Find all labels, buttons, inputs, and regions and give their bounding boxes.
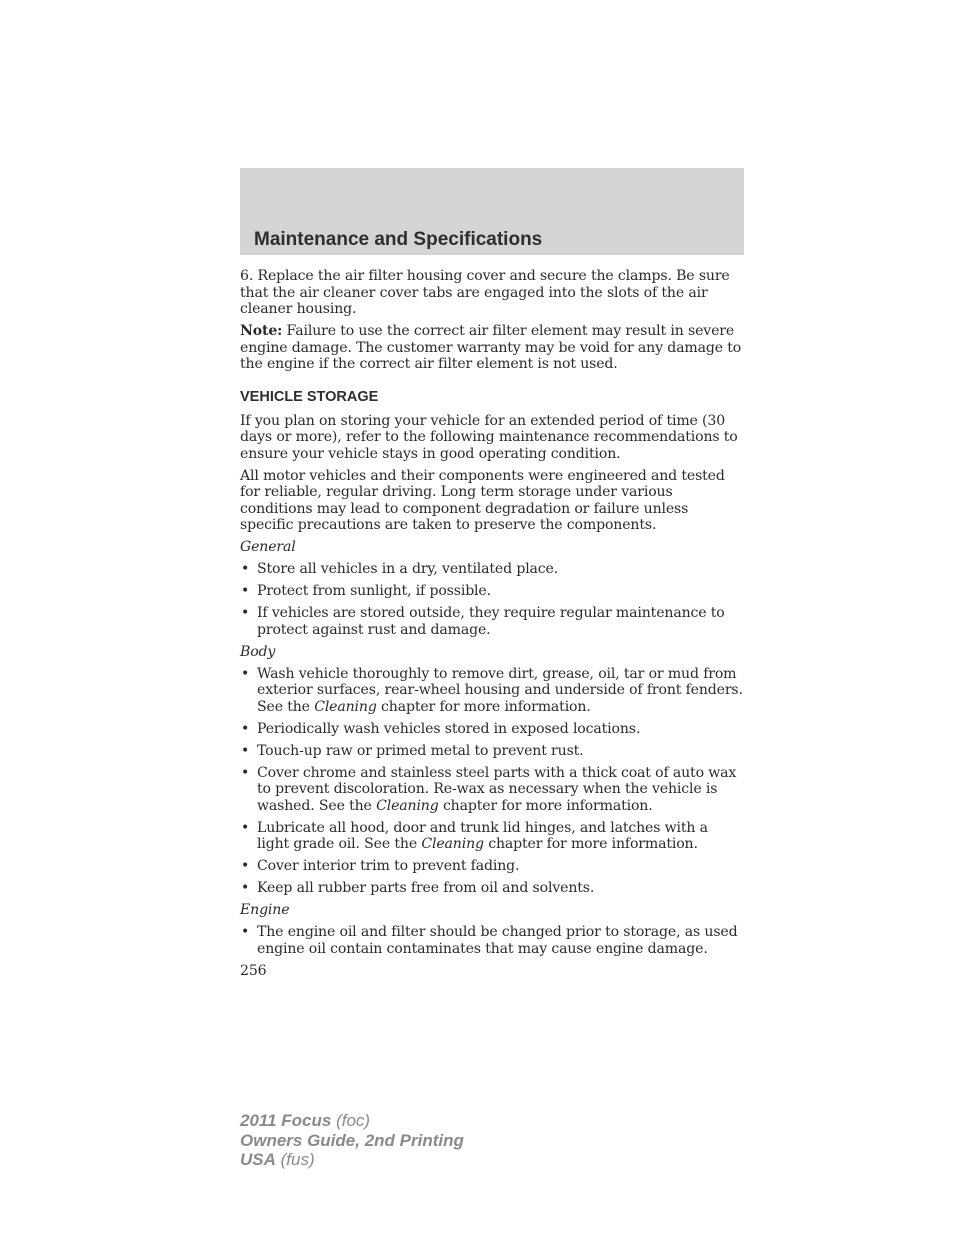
footer-market-line: USA (fus) — [240, 1150, 315, 1169]
list-item: • Keep all rubber parts free from oil and solvents. — [241, 880, 595, 896]
list-item: • If vehicles are stored outside, they require regular maintenance to protect against rust and damage. — [241, 605, 725, 638]
general-list — [240, 561, 744, 638]
bullet-icon: • — [241, 665, 250, 682]
section-title: Maintenance and Specifications — [254, 229, 543, 250]
engine-list — [240, 924, 744, 957]
bullet-icon: • — [241, 561, 250, 577]
storage-components-paragraph: All motor vehicles and their components were engineered and tested for reliable, regular driving. Long term storage under various conditions may lead to component degradation or failure unless specific precautions are taken to preserve the components. — [240, 467, 725, 533]
list-item: • Periodically wash vehicles stored in exposed locations. — [241, 720, 641, 737]
list-item: • Lubricate all hood, door and trunk lid hinges, and latches with a light grade oil. See the Cleaning chapter for more information. — [241, 819, 708, 852]
vehicle-storage-heading: VEHICLE STORAGE — [240, 388, 379, 405]
body-list — [240, 666, 744, 897]
cleaning-chapter-reference: Cleaning — [421, 836, 484, 852]
list-item: • Cover chrome and stainless steel parts with a thick coat of auto wax to prevent discoloration. Re-wax as necessary when the vehicle is washed. See the Cleaning chapter for more information. — [241, 764, 737, 814]
storage-intro-paragraph: If you plan on storing your vehicle for an extended period of time (30 days or more), refer to the following maintenance recommendations to ensure your vehicle stays in good operating condition. — [240, 412, 738, 462]
bullet-icon: • — [241, 819, 250, 836]
section-header-band — [240, 168, 744, 255]
list-item: • Touch-up raw or primed metal to prevent rust. — [241, 742, 584, 759]
bullet-icon: • — [241, 742, 250, 759]
footer-guide-line: Owners Guide, 2nd Printing — [240, 1130, 464, 1150]
note-paragraph — [240, 323, 744, 373]
cleaning-chapter-reference: Cleaning — [314, 698, 377, 715]
engine-subheading: Engine — [240, 902, 290, 918]
bullet-icon: • — [241, 924, 250, 940]
body-subheading: Body — [240, 643, 276, 660]
list-item: • Wash vehicle thoroughly to remove dirt, grease, oil, tar or mud from exterior surfaces, rear-wheel housing and underside of front fenders. See the Cleaning chapter for more information. — [241, 665, 743, 715]
cleaning-chapter-reference: Cleaning — [376, 797, 439, 814]
publication-footer — [240, 1111, 464, 1170]
list-item: • Cover interior trim to prevent fading. — [241, 858, 520, 874]
bullet-icon: • — [241, 720, 250, 737]
bullet-icon: • — [241, 880, 250, 896]
bullet-icon: • — [241, 583, 250, 599]
general-subheading: General — [240, 539, 296, 555]
note-text: Failure to use the correct air filter element may result in severe engine damage. The customer warranty may be void for any damage to the engine if the correct air filter element is not used. — [240, 323, 742, 372]
bullet-icon: • — [241, 858, 250, 874]
page-content — [240, 268, 744, 979]
note-label: Note: — [240, 323, 283, 339]
footer-model-line: 2011 Focus (foc) — [240, 1111, 371, 1130]
bullet-icon: • — [241, 764, 250, 781]
bullet-icon: • — [241, 605, 250, 621]
list-item: • The engine oil and filter should be changed prior to storage, as used engine oil contain contaminates that may cause engine damage. — [241, 924, 738, 957]
page-number: 256 — [240, 962, 267, 979]
list-item: • Store all vehicles in a dry, ventilated place. — [241, 561, 559, 577]
list-item: • Protect from sunlight, if possible. — [241, 583, 491, 599]
step-6-paragraph: 6. Replace the air filter housing cover and secure the clamps. Be sure that the air cleaner cover tabs are engaged into the slots of the air cleaner housing. — [240, 268, 730, 317]
